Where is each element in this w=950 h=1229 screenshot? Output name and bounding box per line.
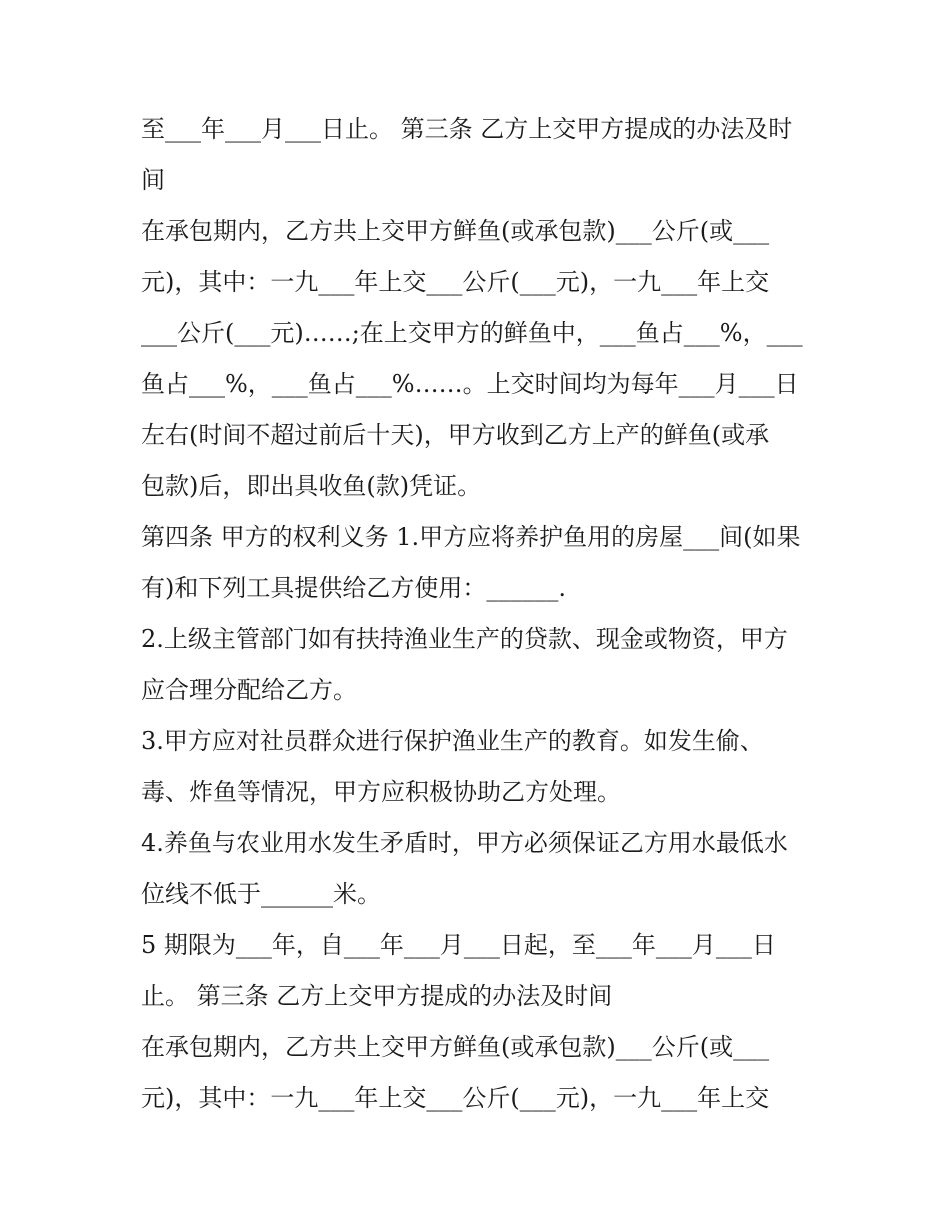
text-line: 至___年___月___日止。 第三条 乙方上交甲方提成的办法及时 xyxy=(141,115,793,143)
text-line: 左右(时间不超过前后十天)，甲方收到乙方上产的鲜鱼(或承 xyxy=(141,421,770,449)
contract-text xyxy=(141,104,821,1124)
text-line: 在承包期内，乙方共上交甲方鲜鱼(或承包款)___公斤(或___ xyxy=(141,217,770,245)
text-line: 4.养鱼与农业用水发生矛盾时，甲方必须保证乙方用水最低水 xyxy=(141,829,788,857)
text-line: 毒、炸鱼等情况，甲方应积极协助乙方处理。 xyxy=(141,778,621,806)
text-line: 位线不低于______米。 xyxy=(141,880,381,908)
text-line: 元)，其中：一九___年上交___公斤(___元)，一九___年上交 xyxy=(141,1084,770,1112)
text-line: 包款)后，即出具收鱼(款)凭证。 xyxy=(141,472,482,500)
text-line: 在承包期内，乙方共上交甲方鲜鱼(或承包款)___公斤(或___ xyxy=(141,1033,770,1061)
text-line: 3.甲方应对社员群众进行保护渔业生产的教育。如发生偷、 xyxy=(141,727,764,755)
text-line: 止。 第三条 乙方上交甲方提成的办法及时间 xyxy=(141,982,613,1010)
text-line: 应合理分配给乙方。 xyxy=(141,676,357,704)
text-line: 鱼占___%，___鱼占___%……。上交时间均为每年___月___日 xyxy=(141,370,799,398)
text-line: ___公斤(___元)……;在上交甲方的鲜鱼中，___鱼占___%，___ xyxy=(141,319,803,347)
text-line: 元)，其中：一九___年上交___公斤(___元)，一九___年上交 xyxy=(141,268,770,296)
text-line: 第四条 甲方的权利义务 1.甲方应将养护鱼用的房屋___间(如果 xyxy=(141,523,801,551)
text-line: 间 xyxy=(141,166,165,194)
text-line: 5 期限为___年，自___年___月___日起，至___年___月___日 xyxy=(141,931,776,959)
text-line: 2.上级主管部门如有扶持渔业生产的贷款、现金或物资，甲方 xyxy=(141,625,788,653)
text-line: 有)和下列工具提供给乙方使用：______. xyxy=(141,574,566,602)
